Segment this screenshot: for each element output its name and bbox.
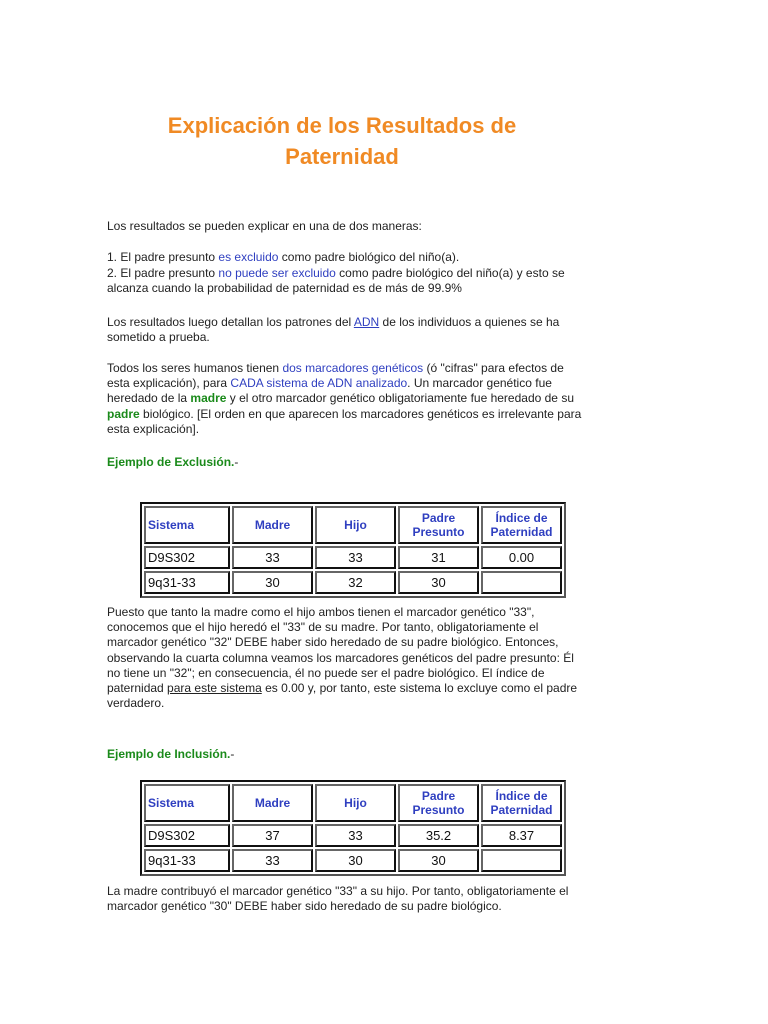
table-cell <box>481 571 562 594</box>
exclusion-heading-suffix: - <box>234 455 239 469</box>
exclusion-table <box>140 502 566 598</box>
exclusion-explanation-post: es 0.00 y, por tanto, este sistema lo excluye como el padre verdadero. <box>107 681 578 711</box>
inclusion-heading-suffix: - <box>230 747 235 761</box>
table-cell: 30 <box>315 849 396 872</box>
table-cell: 30 <box>398 571 479 594</box>
result-item-1 <box>107 250 587 265</box>
exclusion-heading <box>107 455 238 469</box>
markers-hl1: dos marcadores genéticos <box>282 361 424 375</box>
markers-t5: biológico. [El orden en que aparecen los marcadores genéticos es irrelevante para esta explicación]. <box>107 406 582 436</box>
result-item-2 <box>107 266 587 296</box>
markers-paragraph <box>107 361 587 437</box>
col-header: Índice de Paternidad <box>481 506 562 544</box>
table-cell: 0.00 <box>481 546 562 569</box>
table-cell: 30 <box>398 849 479 872</box>
exclusion-explanation-pre: Puesto que tanto la madre como el hijo ambos tienen el marcador genético "33", conocemos que el hijo heredó el "33" de su madre. Por tanto, obligatoriamente el marcador genético "32" DEBE haber sido heredado de su padre biológico. Entonces, observando la cuarta columna veamos los marcadores genéticos del padre presunto: Él no tiene un "32"; en consecuencia, él no puede ser el padre biológico. El índice de paternidad <box>107 605 574 696</box>
markers-t4: y el otro marcador genético obligatoriamente fue heredado de su <box>226 391 574 406</box>
table-cell: 31 <box>398 546 479 569</box>
table-cell: D9S302 <box>144 824 230 847</box>
markers-t3: . Un marcador genético fue heredado de la <box>107 376 552 406</box>
table-header-row <box>144 506 562 544</box>
col-header: Padre Presunto <box>398 784 479 822</box>
markers-t1: Todos los seres humanos tienen <box>107 361 283 375</box>
exclusion-heading-text: Ejemplo de Exclusión. <box>107 455 235 469</box>
item2-highlight: no puede ser excluido <box>218 266 336 280</box>
table-cell: 9q31-33 <box>144 571 230 594</box>
intro-text: Los resultados se pueden explicar en una de dos maneras: <box>107 219 422 233</box>
item1-post: como padre biológico del niño(a). <box>278 250 460 264</box>
inclusion-table <box>140 780 566 876</box>
table-cell: 33 <box>232 849 313 872</box>
col-header: Hijo <box>315 506 396 544</box>
table-header-row <box>144 784 562 822</box>
col-header: Índice de Paternidad <box>481 784 562 822</box>
table-row <box>144 824 562 847</box>
adn-post: de los individuos a quienes se ha sometido a prueba. <box>107 315 560 345</box>
col-header: Madre <box>232 506 313 544</box>
item2-post: como padre biológico del niño(a) y esto se alcanza cuando la probabilidad de paternidad es de más de 99.9% <box>107 266 565 296</box>
table-cell: 9q31-33 <box>144 849 230 872</box>
adn-paragraph <box>107 315 587 345</box>
col-header: Madre <box>232 784 313 822</box>
markers-hl2: CADA sistema de ADN analizado <box>230 376 408 391</box>
table-cell: 37 <box>232 824 313 847</box>
table-cell: 32 <box>315 571 396 594</box>
page-title: Explicación de los Resultados de Paternidad <box>167 113 517 169</box>
table-cell: 33 <box>232 546 313 569</box>
adn-link[interactable]: ADN <box>353 315 380 329</box>
table-cell <box>481 849 562 872</box>
item2-pre: 2. El padre presunto <box>107 266 219 280</box>
exclusion-explanation <box>107 605 587 711</box>
markers-madre: madre <box>190 391 227 406</box>
adn-pre: Los resultados luego detallan los patrones del <box>107 315 354 329</box>
table-cell: 35.2 <box>398 824 479 847</box>
inclusion-explanation: La madre contribuyó el marcador genético "33" a su hijo. Por tanto, obligatoriamente el marcador genético "30" DEBE haber sido heredado de su padre biológico. <box>107 884 569 914</box>
col-header: Hijo <box>315 784 396 822</box>
table-row <box>144 849 562 872</box>
col-header: Padre Presunto <box>398 506 479 544</box>
inclusion-heading-text: Ejemplo de Inclusión. <box>107 747 231 761</box>
table-cell: D9S302 <box>144 546 230 569</box>
table-row <box>144 571 562 594</box>
col-header: Sistema <box>144 506 230 544</box>
item1-pre: 1. El padre presunto <box>107 250 219 264</box>
table-cell: 30 <box>232 571 313 594</box>
item1-highlight: es excluido <box>218 250 279 264</box>
table-row <box>144 546 562 569</box>
exclusion-explanation-underline: para este sistema <box>167 681 262 696</box>
markers-padre: padre <box>107 406 140 421</box>
table-cell: 8.37 <box>481 824 562 847</box>
col-header: Sistema <box>144 784 230 822</box>
inclusion-heading <box>107 747 234 761</box>
markers-t2: (ó "cifras" para efectos de esta explicación), para <box>107 361 564 391</box>
table-cell: 33 <box>315 824 396 847</box>
table-cell: 33 <box>315 546 396 569</box>
